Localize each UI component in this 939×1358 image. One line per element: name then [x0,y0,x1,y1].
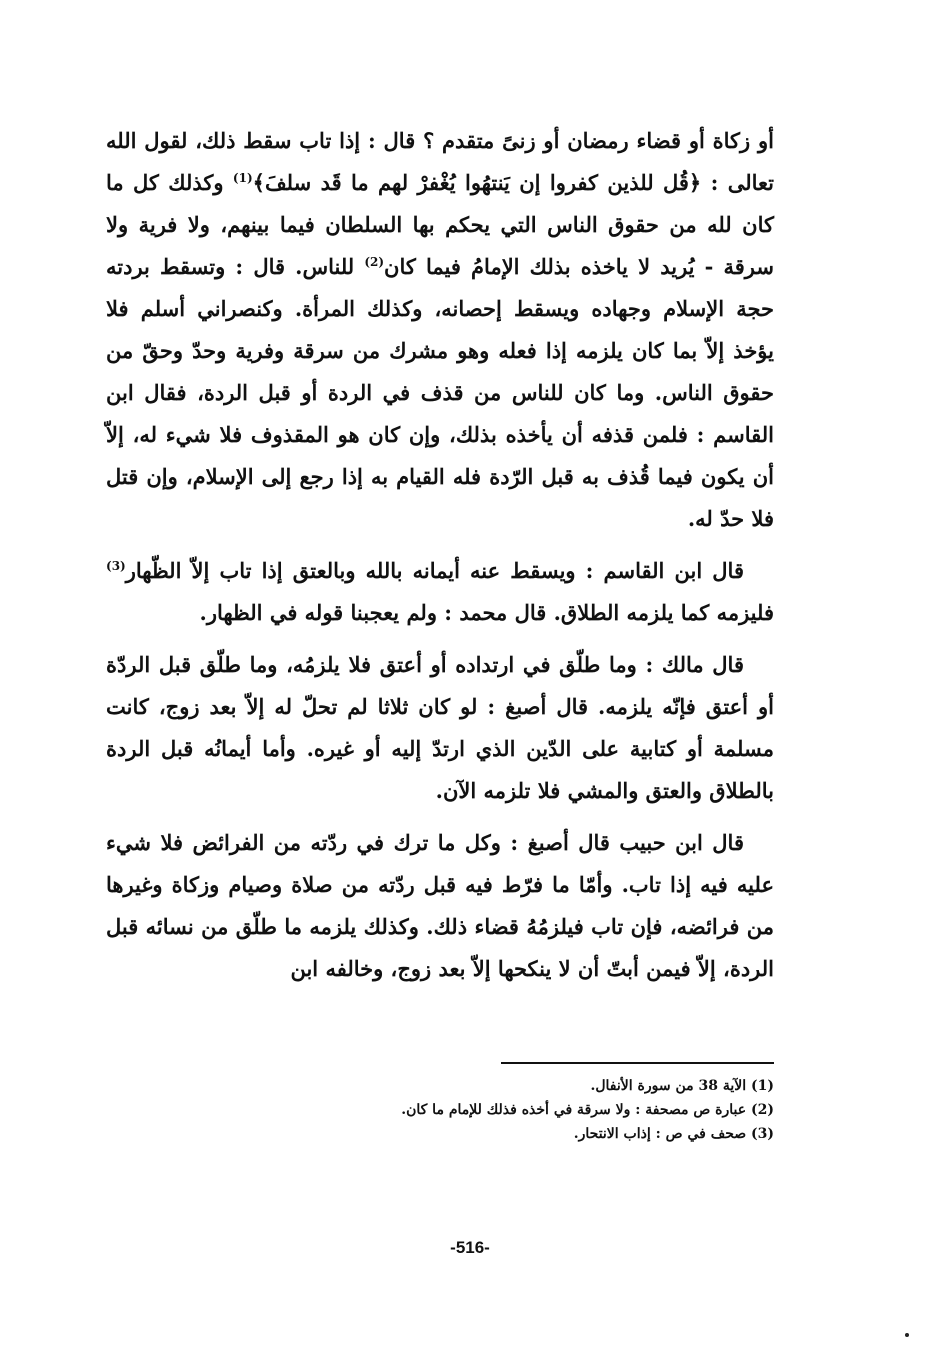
footnote-ref-3[interactable]: (3) [106,559,126,573]
paragraph-1-text-b: وكذلك كل ما كان لله من حقوق الناس التي يحكم بها السلطان فيما بينهم، ولا فرية ولا سرقة - يُريد لا ياخذه بذلك الإمامُ فيما كان [106,170,774,279]
paragraph-3 [106,644,774,812]
scan-speck [905,1333,909,1337]
main-text [106,120,774,990]
paragraph-2-text-b: فليزمه كما يلزمه الطلاق. قال محمد : ولم يعجبنا قوله في الظهار. [199,600,774,625]
paragraph-2 [106,550,774,634]
footnote-2: (2) عبارة ص مصحفة : ولا سرقة في أخذه فذلك للإمام ما كان. [401,1102,774,1118]
footnote-divider [501,1062,774,1064]
footnotes [300,1074,774,1146]
paragraph-2-text-a: قال ابن القاسم : ويسقط عنه أيمانه بالله وبالعتق إذا تاب إلاّ الظّهار [125,558,744,583]
paragraph-3-text: قال مالك : وما طلّق في ارتداده أو أعتق فلا يلزمُه، وما طلّق قبل الردّة أو أعتق فإنّه يلزمه. قال أصبغ : لو كان ثلاثا لم تحلّ له إلاّ بعد زوج، كانت مسلمة أو كتابية على الدّين الذي ارتدّ إليه أو غيره. وأما أيمانُه قبل الردة بالطلاق والعتق والمشي فلا تلزمه الآن. [106,652,774,803]
footnote-ref-1[interactable]: (1) [232,171,253,185]
paragraph-1-text-c: للناس. قال : وتسقط بردته حجة الإسلام وجهاده ويسقط إحصانه، وكذلك المرأة. وكنصراني أسلم فلا يؤخذ إلاّ بما كان يلزمه إذا فعله وهو مشرك من سرقة وفرية وحدّ وحقّ من حقوق الناس. وما كان للناس من قذف في الردة أو قبل الردة، فقال ابن القاسم : فلمن قذفه أن يأخذه بذلك، وإن كان هو المقذوف فلا شيء له، إلاّ أن يكون فيما قُذف به قبل الرّدة فله القيام به إذا رجع إلى الإسلام، وإن قتل فلا حدّ له. [106,254,774,531]
footnote-1: (1) الآية 38 من سورة الأنفال. [590,1078,774,1094]
footnote-3: (3) صحف في ص : إذاب الانتحار. [573,1126,774,1142]
paragraph-1-text-a: أو زكاة أو قضاء رمضان أو زنىً متقدم ؟ قال : إذا تاب سقط ذلك، لقول الله تعالى : ﴿قُل للذين كفروا إن يَنتهُوا يُغْفرْ لهم ما قَد سلفَ﴾ [106,128,774,195]
paragraph-4 [106,822,774,990]
paragraph-1 [106,120,774,540]
footnote-ref-2[interactable]: (2) [364,255,385,269]
page-number: -516- [450,1238,490,1257]
paragraph-4-text: قال ابن حبيب قال أصبغ : وكل ما ترك في ردّته من الفرائض فلا شيء عليه فيه إذا تاب. وأمّا ما فرّط فيه قبل ردّته من صلاة وصيام وزكاة وغيرها من فرائضه، فإن تاب فيلزمُهُ قضاء ذلك. وكذلك يلزمه ما طلّق من نسائه قبل الردة، إلاّ فيمن أبتّ أن لا ينكحها إلاّ بعد زوج، وخالفه ابن [106,830,774,981]
